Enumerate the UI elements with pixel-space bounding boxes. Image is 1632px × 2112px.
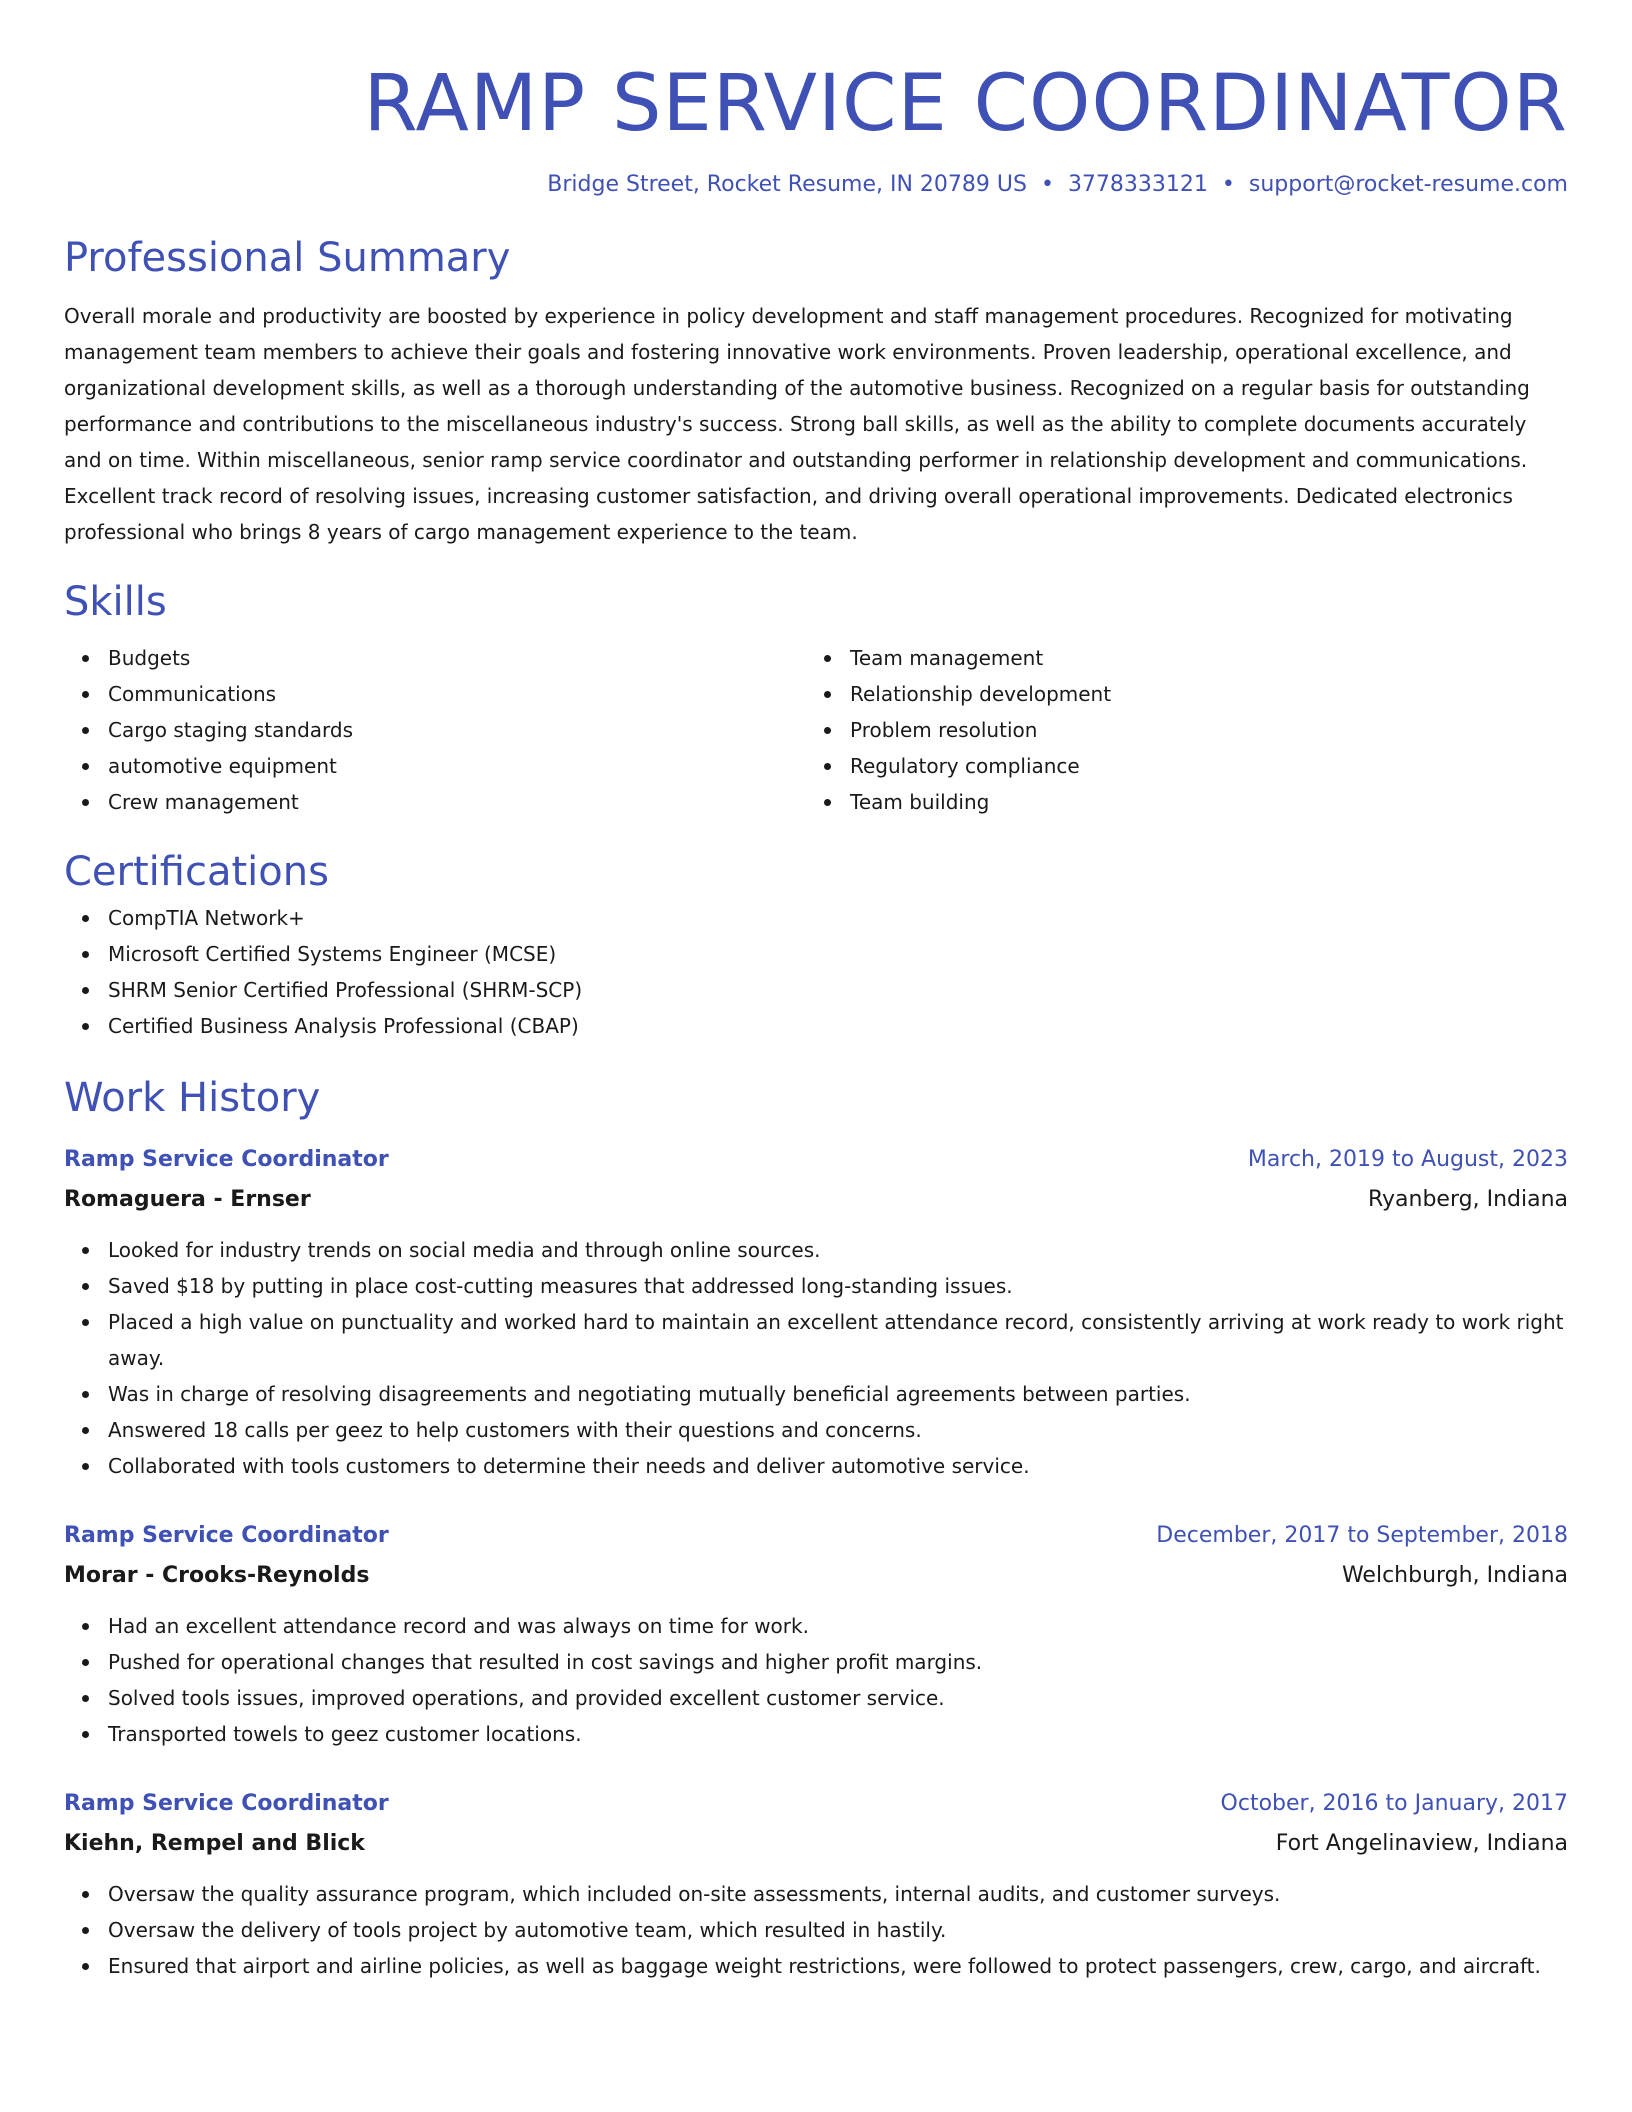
job-location: Welchburgh, Indiana: [1341, 1563, 1568, 1588]
job-entry: [64, 1516, 1568, 1752]
certification-item: Microsoft Certified Systems Engineer (MCSE): [108, 936, 1568, 972]
skills-list-right: [806, 640, 1548, 820]
skill-item: automotive equipment: [108, 748, 806, 784]
job-company-row: [64, 1556, 1568, 1596]
job-location: Fort Angelinaview, Indiana: [1275, 1831, 1568, 1856]
job-bullet: Was in charge of resolving disagreements and negotiating mutually beneficial agreements between parties.: [108, 1376, 1568, 1412]
job-dates: December, 2017 to September, 2018: [1156, 1523, 1568, 1548]
summary-text: Overall morale and productivity are boosted by experience in policy development and staff management procedures. Recognized for motivating management team members to achieve their goals and fostering innovative work environments. Proven leadership, operational excellence, and organizational development skills, as well as a thorough understanding of the automotive business. Recognized on a regular basis for outstanding performance and contributions to the miscellaneous industry's success. Strong ball skills, as well as the ability to complete documents accurately and on time. Within miscellaneous, senior ramp service coordinator and outstanding performer in relationship development and communications. Excellent track record of resolving issues, increasing customer satisfaction, and driving overall operational improvements. Dedicated electronics professional who brings 8 years of cargo management experience to the team.: [64, 304, 1530, 544]
page-title: RAMP SERVICE COORDINATOR: [363, 59, 1568, 149]
job-location: Ryanberg, Indiana: [1367, 1187, 1568, 1212]
job-header-row: [64, 1140, 1568, 1180]
contact-line: [64, 170, 1568, 200]
skill-item: Communications: [108, 676, 806, 712]
job-bullet: Collaborated with tools customers to determine their needs and deliver automotive service.: [108, 1448, 1568, 1484]
separator-dot: •: [1040, 172, 1054, 197]
job-header-row: [64, 1516, 1568, 1556]
job-bullet: Transported towels to geez customer locations.: [108, 1716, 1568, 1752]
job-bullet: Had an excellent attendance record and was always on time for work.: [108, 1608, 1568, 1644]
skills-heading: Skills: [64, 579, 167, 625]
certification-item: Certified Business Analysis Professional (CBAP): [108, 1008, 1568, 1044]
job-dates: March, 2019 to August, 2023: [1247, 1147, 1568, 1172]
job-company: Morar - Crooks-Reynolds: [64, 1563, 370, 1588]
certification-item: SHRM Senior Certified Professional (SHRM-SCP): [108, 972, 1568, 1008]
job-bullets: [64, 1876, 1568, 1984]
job-company: Kiehn, Rempel and Blick: [64, 1831, 365, 1856]
job-company-row: [64, 1180, 1568, 1220]
certifications-list: [64, 900, 1568, 1044]
job-entry: [64, 1784, 1568, 1984]
job-bullet: Solved tools issues, improved operations, and provided excellent customer service.: [108, 1680, 1568, 1716]
skills-column-left: [64, 640, 806, 820]
skills-list-left: [64, 640, 806, 820]
skill-item: Regulatory compliance: [850, 748, 1548, 784]
job-bullet: Oversaw the quality assurance program, which included on-site assessments, internal audits, and customer surveys.: [108, 1876, 1568, 1912]
certifications-heading: Certifications: [64, 849, 329, 895]
skill-item: Relationship development: [850, 676, 1548, 712]
job-bullets: [64, 1232, 1568, 1484]
certification-item: CompTIA Network+: [108, 900, 1568, 936]
skill-item: Team building: [850, 784, 1548, 820]
work-history-heading: Work History: [64, 1075, 321, 1121]
job-dates: October, 2016 to January, 2017: [1220, 1791, 1568, 1816]
email-link[interactable]: support@rocket-resume.com: [1248, 172, 1568, 197]
summary-heading: Professional Summary: [64, 235, 511, 281]
skill-item: Cargo staging standards: [108, 712, 806, 748]
skills-grid: [64, 640, 1568, 820]
job-company-row: [64, 1824, 1568, 1864]
job-header-row: [64, 1784, 1568, 1824]
job-bullets: [64, 1608, 1568, 1752]
job-title: Ramp Service Coordinator: [64, 1791, 389, 1816]
skill-item: Crew management: [108, 784, 806, 820]
job-bullet: Answered 18 calls per geez to help customers with their questions and concerns.: [108, 1412, 1568, 1448]
separator-dot: •: [1221, 172, 1235, 197]
skill-item: Budgets: [108, 640, 806, 676]
job-bullet: Pushed for operational changes that resulted in cost savings and higher profit margins.: [108, 1644, 1568, 1680]
job-bullet: Saved $18 by putting in place cost-cutting measures that addressed long-standing issues.: [108, 1268, 1568, 1304]
skill-item: Team management: [850, 640, 1548, 676]
job-entry: [64, 1140, 1568, 1484]
job-bullet: Looked for industry trends on social media and through online sources.: [108, 1232, 1568, 1268]
job-bullet: Oversaw the delivery of tools project by automotive team, which resulted in hastily.: [108, 1912, 1568, 1948]
job-title: Ramp Service Coordinator: [64, 1147, 389, 1172]
address-text: Bridge Street, Rocket Resume, IN 20789 US: [547, 172, 1027, 197]
job-company: Romaguera - Ernser: [64, 1187, 311, 1212]
skills-column-right: [806, 640, 1548, 820]
skill-item: Problem resolution: [850, 712, 1548, 748]
job-title: Ramp Service Coordinator: [64, 1523, 389, 1548]
job-bullet: Placed a high value on punctuality and worked hard to maintain an excellent attendance record, consistently arriving at work ready to work right away.: [108, 1304, 1568, 1376]
job-bullet: Ensured that airport and airline policies, as well as baggage weight restrictions, were followed to protect passengers, crew, cargo, and aircraft.: [108, 1948, 1568, 1984]
phone-text: 3778333121: [1067, 172, 1208, 197]
